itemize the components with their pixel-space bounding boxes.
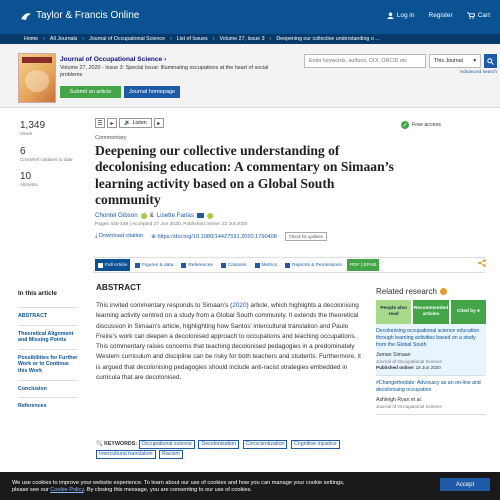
article-metrics bbox=[20, 120, 80, 197]
related-article-date: Published online: 18 Jun 2020 bbox=[376, 364, 441, 370]
cart-icon bbox=[467, 12, 475, 19]
logo-icon bbox=[20, 11, 32, 21]
citation-row bbox=[95, 232, 327, 241]
check-for-updates-button[interactable]: Check for updates bbox=[285, 232, 327, 241]
breadcrumb bbox=[0, 34, 500, 44]
article-icon bbox=[98, 263, 103, 268]
related-article-author: Ashleigh Ryan et al. bbox=[376, 397, 423, 404]
figures-icon bbox=[135, 263, 140, 268]
keyword-tag[interactable]: Intercultural translation bbox=[96, 450, 156, 459]
download-icon: ⤓ bbox=[95, 233, 98, 239]
tab-references[interactable] bbox=[178, 259, 216, 271]
advanced-search-link[interactable]: Advanced search bbox=[459, 70, 497, 75]
tab-full-article[interactable] bbox=[95, 259, 130, 271]
reprints-icon bbox=[285, 263, 290, 268]
register-label: Register bbox=[428, 12, 453, 19]
crumb-issues[interactable]: List of Issues bbox=[176, 36, 208, 42]
crumb-current: Deepening our collective understanding o ... bbox=[276, 36, 380, 42]
orcid-icon[interactable] bbox=[207, 213, 213, 219]
search-scope-select[interactable] bbox=[429, 54, 481, 68]
journal-homepage-button[interactable]: Journal homepage bbox=[124, 86, 180, 98]
cookie-policy-link[interactable]: Cookie Policy bbox=[50, 487, 84, 494]
tab-cited-by[interactable]: Cited by 6 bbox=[451, 300, 486, 324]
journal-issue[interactable]: Volume 27, 2020 - Issue 3: Special Issue: Illuminating occupations at the heart of social problems bbox=[60, 65, 269, 78]
listen-label: Listen bbox=[132, 120, 147, 126]
tab-recommended-articles[interactable]: Recommended articles bbox=[413, 300, 448, 324]
references-icon bbox=[181, 263, 186, 268]
check-icon: ✓ bbox=[402, 122, 408, 129]
menu-icon[interactable]: ☰ bbox=[95, 118, 105, 128]
keyword-tag[interactable]: Occupational science bbox=[139, 440, 195, 449]
tab-figures[interactable] bbox=[132, 259, 176, 271]
altmetric-label: Altmetric bbox=[20, 182, 38, 187]
crumb-separator: › bbox=[170, 36, 172, 42]
toc-item-possibilities[interactable]: Possibilities for Further Work or to Continue this Work bbox=[18, 349, 78, 380]
table-of-contents bbox=[18, 290, 78, 415]
register-link[interactable] bbox=[429, 12, 453, 19]
tab-reprints[interactable] bbox=[282, 259, 345, 271]
tab-people-also-read[interactable]: People also read bbox=[376, 300, 411, 324]
tab-label: Metrics bbox=[261, 262, 277, 268]
download-citation-link[interactable] bbox=[95, 233, 143, 240]
journal-cover-image[interactable] bbox=[18, 53, 56, 103]
tab-metrics[interactable] bbox=[252, 259, 280, 271]
toc-item-theoretical[interactable]: Theoretical Alignment and Missing Points bbox=[18, 325, 78, 349]
brand-name: Taylor & Francis Online bbox=[36, 10, 140, 21]
views-metric[interactable] bbox=[20, 120, 80, 137]
orcid-icon[interactable] bbox=[141, 213, 147, 219]
doi-link[interactable] bbox=[151, 234, 277, 240]
abstract-heading: ABSTRACT bbox=[96, 283, 142, 292]
related-article-author: Juman Simaan bbox=[376, 352, 411, 359]
crumb-separator: › bbox=[43, 36, 45, 42]
cookie-text: We use cookies to improve your website experience. To learn about our use of cookies and how you can manage your cookie settings, bbox=[12, 480, 345, 486]
metrics-icon bbox=[255, 263, 260, 268]
share-icon[interactable] bbox=[478, 259, 486, 267]
keywords-label: 🔍 KEYWORDS: bbox=[96, 441, 138, 447]
doi-icon: ⊕ bbox=[151, 233, 156, 240]
download-label: Download citation bbox=[99, 233, 144, 239]
altmetric-count: 10 bbox=[20, 171, 32, 182]
abstract-part: This invited commentary responds to Simaan’s ( bbox=[96, 302, 233, 309]
author-separator: & bbox=[149, 212, 154, 219]
info-icon[interactable] bbox=[440, 288, 447, 295]
author-farias[interactable]: Lisette Farias bbox=[156, 212, 194, 219]
search-icon bbox=[487, 58, 494, 65]
tab-label: References bbox=[188, 262, 213, 268]
crumb-journal[interactable]: Journal of Occupational Science bbox=[89, 36, 166, 42]
accept-cookies-button[interactable]: Accept bbox=[440, 478, 490, 491]
keyword-tag[interactable]: Conscientization bbox=[243, 440, 288, 449]
abstract-text bbox=[96, 301, 366, 383]
related-article-title[interactable]: #Changethedate: Advocacy as an on-line and decolonising occupation bbox=[376, 379, 481, 393]
article-title: Deepening our collective understanding of decolonising education: A commentary on Simaan’s learning activity based on a Global South community bbox=[95, 143, 394, 207]
toc-item-conclusion[interactable]: Conclusion bbox=[18, 380, 78, 398]
tab-pdf-epub[interactable]: PDF | EPUB bbox=[347, 259, 380, 271]
tab-label: Figures & data bbox=[142, 262, 174, 268]
journal-title[interactable]: Journal of Occupational Science › bbox=[60, 56, 167, 63]
mail-icon[interactable] bbox=[197, 213, 204, 218]
citations-count: 6 bbox=[20, 145, 26, 157]
cookie-text: please see our Cookie Policy. By closing this message, you are consenting to our use of cookies. bbox=[12, 487, 252, 494]
search-scope-value: This Journal bbox=[434, 58, 463, 64]
top-bar bbox=[0, 0, 500, 34]
related-article-journal: Journal of Occupational Science bbox=[376, 359, 442, 364]
crumb-all-journals[interactable]: All Journals bbox=[49, 36, 78, 42]
cart-label: Cart bbox=[477, 12, 490, 19]
related-article-journal: Journal of Occupational Science bbox=[376, 404, 442, 410]
article-toolbar bbox=[95, 118, 164, 128]
user-icon bbox=[387, 12, 394, 19]
keywords bbox=[96, 440, 366, 459]
abstract-part: ) article, which highlights a decolonising learning activity centred on a study from a Global South community. It extends the theoretical discussion in Simaan’s article, highlighting how Santos’ intercultural translation and Paulo Freire’s work can deepen a decolonised approach to occupations and teaching occupations. This commentary raises concerns that teaching decolonised pedagogies in a predominately Western curriculum and discipline can be risky for both teachers and students. Furthermore, it is argued that decolonising pedagogies should include anti-racist strategies embedded in curricula that are decolonised. bbox=[96, 302, 361, 381]
article-tabs bbox=[93, 257, 485, 273]
toc-heading: In this article bbox=[18, 290, 57, 297]
login-label: Log in bbox=[396, 12, 415, 19]
publication-info: Pages 445-448 | Accepted 27 Jun 2020, Published online: 22 Jul 2020 bbox=[95, 222, 248, 227]
cart-link[interactable] bbox=[467, 12, 490, 19]
related-research bbox=[376, 287, 486, 415]
author-gibson[interactable]: Chontel Gibson bbox=[95, 212, 138, 219]
views-label: Views bbox=[20, 131, 33, 136]
citation-link[interactable]: 2020 bbox=[232, 302, 247, 309]
crumb-separator: › bbox=[82, 36, 85, 42]
crumb-volume[interactable]: Volume 27, Issue 3 bbox=[219, 36, 265, 42]
related-article[interactable] bbox=[376, 324, 486, 376]
doi-label: https://doi.org/10.1080/14427591.2020.1790408 bbox=[157, 233, 277, 240]
play-icon[interactable]: ▸ bbox=[154, 118, 164, 128]
access-status bbox=[401, 121, 441, 129]
submit-article-button[interactable]: Submit an article bbox=[60, 86, 121, 98]
citations-label: CrossRef citations to date bbox=[20, 156, 73, 162]
keyword-tag[interactable]: Decolonisation bbox=[198, 440, 239, 449]
access-label: Free access bbox=[412, 122, 441, 128]
play-icon[interactable]: ▸ bbox=[107, 118, 117, 128]
crumb-home[interactable]: Home bbox=[24, 36, 39, 42]
search-input[interactable]: Enter keywords, authors, DOI, ORCID etc bbox=[304, 54, 426, 68]
citations-metric[interactable] bbox=[20, 146, 80, 163]
cookie-banner bbox=[0, 472, 500, 500]
tab-label: Full Article bbox=[105, 262, 128, 268]
related-heading: Related research bbox=[376, 287, 486, 296]
toc-item-references[interactable]: References bbox=[18, 397, 78, 415]
tab-citations[interactable] bbox=[218, 259, 250, 271]
speaker-icon: 🔊 bbox=[124, 120, 131, 126]
author-list bbox=[95, 212, 213, 219]
altmetric-metric[interactable] bbox=[20, 171, 80, 188]
tab-label: Reprints & Permissions bbox=[292, 262, 342, 268]
tab-label: Citations bbox=[227, 262, 247, 268]
citations-icon bbox=[221, 263, 226, 268]
article-type: Commentary bbox=[95, 135, 127, 141]
listen-button[interactable] bbox=[119, 118, 152, 128]
chevron-down-icon: ▾ bbox=[473, 58, 476, 64]
views-count: 1,349 bbox=[20, 120, 46, 131]
related-article-title[interactable]: Decolonising occupational science education through learning activities based on a study from the Global South bbox=[376, 328, 480, 348]
brand-logo[interactable] bbox=[20, 10, 139, 21]
crumb-separator: › bbox=[269, 36, 272, 42]
search-button[interactable] bbox=[484, 54, 497, 68]
login-link[interactable] bbox=[387, 12, 415, 19]
related-article[interactable] bbox=[376, 376, 486, 415]
keyword-tag[interactable]: Cognitive injustice bbox=[291, 440, 340, 449]
keyword-tag[interactable]: Racism bbox=[159, 450, 183, 459]
crumb-separator: › bbox=[212, 36, 215, 42]
toc-item-abstract[interactable]: ABSTRACT bbox=[18, 307, 78, 325]
